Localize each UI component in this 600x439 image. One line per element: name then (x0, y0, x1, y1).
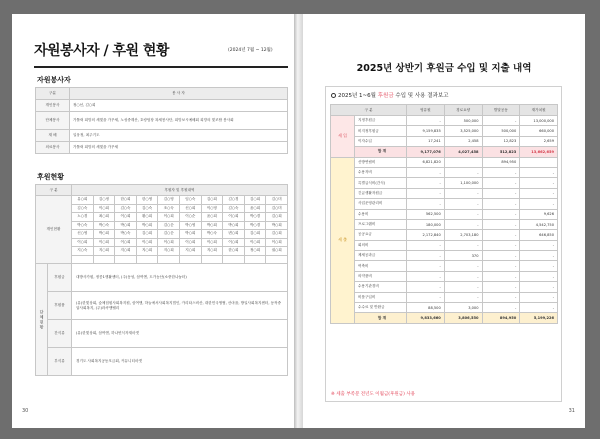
group-row (36, 348, 288, 376)
donor-name: 지○희 (115, 247, 137, 256)
donor-name: 박○경 (244, 213, 266, 222)
finance-header-col: 경로요양 (444, 105, 482, 116)
bullet-icon (331, 93, 336, 98)
finance-header-col: 영유원 (407, 105, 445, 116)
name-grid-row (36, 255, 288, 264)
row-value: - (482, 167, 520, 177)
individual-label: 개인현황 (36, 196, 72, 264)
donor-name (201, 255, 223, 264)
donor-name: 이○희 (136, 238, 158, 247)
row-value: 가톨릭 희망의 새빛을 가꾸세, 노성중계산, 호랑팀장 복세봉사단, 희망보시예배회 희망의 빛조합 봉사회 (70, 112, 288, 130)
table-row (331, 292, 558, 302)
row-value: 일웅정, 최주기도 (70, 130, 288, 142)
donor-name: 박○숙 (115, 230, 137, 239)
row-item: 수용비 (355, 209, 407, 219)
name-grid-row (36, 247, 288, 256)
donor-name: 박○희 (93, 230, 115, 239)
row-value: 정○선, 김○희 (70, 100, 288, 112)
row-value: - (520, 271, 558, 281)
donor-name: 이○희 (115, 213, 137, 222)
donor-name (136, 255, 158, 264)
donor-name: 권○희 (266, 247, 288, 256)
donor-name: 이○희 (266, 238, 288, 247)
donor-name: 지○희 (201, 247, 223, 256)
title-divider (34, 66, 288, 68)
donation-header-donors: 후원자 및 후원내역 (72, 185, 288, 196)
row-item: 수용자비 (355, 167, 407, 177)
donor-name: 박○숙 (72, 221, 94, 230)
table-row (331, 303, 558, 313)
row-value: 894,950 (482, 313, 520, 323)
right-page (303, 14, 585, 428)
period-label: (2024년 7월 ~ 12월) (228, 48, 273, 53)
row-value: 3,000 (444, 303, 482, 313)
left-page (12, 14, 294, 428)
donor-name: 한○영 (136, 196, 158, 205)
row-value: 가톨릭 희망의 새빛을 가꾸세 (70, 142, 288, 154)
row-item: 긴급생활자원금 (355, 188, 407, 198)
donor-name: 변○희 (223, 230, 245, 239)
table-row (36, 130, 288, 142)
report-frame (325, 86, 562, 402)
name-grid-row (36, 196, 288, 205)
row-item: 비지정후원금 (355, 126, 407, 136)
volunteer-header-volunteers: 봉 사 자 (70, 88, 288, 100)
name-grid-row (36, 204, 288, 213)
row-value: - (482, 230, 520, 240)
report-subtitle (331, 91, 449, 99)
group-type: 부식류 (48, 348, 72, 376)
subtitle-suffix: 수입 및 사용 결과보고 (393, 93, 449, 99)
table-row (331, 157, 558, 167)
donor-name: 김○희 (136, 230, 158, 239)
donor-name (223, 255, 245, 264)
row-item: 이자수입 (355, 136, 407, 146)
donor-name: 지○희 (179, 247, 201, 256)
row-value: 4,542,750 (520, 219, 558, 229)
row-value: 88,500 (407, 303, 445, 313)
donor-name (266, 255, 288, 264)
donor-name: 이○희 (93, 204, 115, 213)
donor-name: 김○숙 (115, 204, 137, 213)
group-value: (유)한빛상회, 숲체험원사회복지원, 삼여앤, 하늘애서사회복지법인, 카리타스비산, 대한민국생협, 산마을, 방일사회복지센터, 동작중앙사회복지, (주)라쿠앤벨리 (72, 292, 288, 320)
donor-name: 박○희 (201, 221, 223, 230)
group-type: 후원품 (48, 292, 72, 320)
table-row (331, 126, 558, 136)
row-value: - (520, 167, 558, 177)
row-value: 646,850 (520, 230, 558, 240)
row-item: 지정후원금 (355, 116, 407, 126)
row-value (444, 157, 482, 167)
row-item: 합 계 (355, 313, 407, 323)
donor-name: 이○희 (179, 238, 201, 247)
row-value: - (407, 167, 445, 177)
row-value: - (482, 178, 520, 188)
row-label: 개인봉사 (36, 100, 70, 112)
group-row (36, 264, 288, 292)
group-type: 후원금 (48, 264, 72, 292)
row-item: 공공요금 (355, 230, 407, 240)
table-row (331, 199, 558, 209)
row-value: 512,823 (482, 147, 520, 157)
donation-section-heading: 후원현황 (37, 173, 65, 181)
donor-name: 이○희 (244, 238, 266, 247)
page-number-left: 30 (22, 408, 29, 414)
row-value: 2,703,180 (444, 230, 482, 240)
row-value: - (407, 282, 445, 292)
donor-name: 지○희 (158, 247, 180, 256)
row-item: 합 계 (355, 147, 407, 157)
donor-name: 박○희 (266, 221, 288, 230)
donor-name: 조○숙 (158, 204, 180, 213)
row-value: - (482, 116, 520, 126)
row-value: 3,525,000 (444, 126, 482, 136)
donor-name: 이○희 (72, 238, 94, 247)
income-label: 세 입 (331, 116, 355, 158)
row-value: - (444, 261, 482, 271)
table-row (331, 271, 558, 281)
row-value: 5,199,226 (520, 313, 558, 323)
name-grid-row (36, 230, 288, 239)
row-value: 562,500 (407, 209, 445, 219)
donor-name: 노○경 (72, 213, 94, 222)
donor-name: 김○정 (93, 196, 115, 205)
name-grid-row (36, 213, 288, 222)
subtitle-prefix: 2025년 1~6월 (338, 93, 378, 99)
row-value: - (520, 199, 558, 209)
row-value: - (407, 188, 445, 198)
row-item: 여축비 (355, 261, 407, 271)
donor-name: 지○희 (136, 247, 158, 256)
donor-name (179, 255, 201, 264)
donor-name: 박○숙 (201, 230, 223, 239)
row-value: - (444, 240, 482, 250)
row-value: 3,806,550 (444, 313, 482, 323)
row-value: - (407, 240, 445, 250)
row-value: 13,662,659 (520, 147, 558, 157)
row-value: 9,833,660 (407, 313, 445, 323)
row-value: 2,172,840 (407, 230, 445, 240)
left-page-title: 자원봉사자 / 후원 현황 (34, 43, 169, 59)
donor-name: 윤○희 (244, 204, 266, 213)
donor-name (72, 255, 94, 264)
donor-name (244, 255, 266, 264)
donor-name: 박○숙 (93, 221, 115, 230)
donor-name: 이○희 (223, 213, 245, 222)
row-value: - (482, 303, 520, 313)
donor-name: 김○영 (158, 196, 180, 205)
row-value: - (520, 251, 558, 261)
row-value: - (407, 199, 445, 209)
book-spine (294, 14, 303, 428)
row-value: - (407, 261, 445, 271)
table-row (331, 136, 558, 146)
donor-name: 이○희 (158, 238, 180, 247)
group-row (36, 292, 288, 320)
right-page-title: 2025년 상반기 후원금 수입 및 지출 내역 (356, 63, 532, 74)
row-value: 1,100,000 (444, 178, 482, 188)
table-row (331, 251, 558, 261)
donor-name: 신○희 (179, 204, 201, 213)
table-row (36, 112, 288, 130)
row-value: - (482, 219, 520, 229)
row-value: - (482, 261, 520, 271)
donor-name: 박○희 (136, 221, 158, 230)
finance-header-col: 발달공동 (482, 105, 520, 116)
row-label: 재 배 (36, 130, 70, 142)
row-value: - (444, 271, 482, 281)
donor-name: 박○희 (179, 230, 201, 239)
name-grid-row (36, 238, 288, 247)
volunteer-table (35, 87, 288, 154)
donor-name (115, 255, 137, 264)
row-value: - (520, 303, 558, 313)
donation-table (35, 184, 288, 376)
row-value: - (482, 209, 520, 219)
total-row (331, 313, 558, 323)
row-value: 9,159,835 (407, 126, 445, 136)
row-value: - (482, 271, 520, 281)
row-value: 6,821,820 (407, 157, 445, 167)
table-row (331, 209, 558, 219)
finance-table (330, 104, 558, 324)
group-type: 간식류 (48, 320, 72, 348)
row-item: 비품구입비 (355, 292, 407, 302)
row-value: - (520, 188, 558, 198)
finance-header-col: 재가치원 (520, 105, 558, 116)
row-value: 894,950 (482, 157, 520, 167)
row-value: 9,626 (520, 209, 558, 219)
donor-name: 김○희 (266, 213, 288, 222)
donor-name: 이○희 (93, 238, 115, 247)
donor-name: 한○희 (223, 247, 245, 256)
finance-header-category: 구 분 (331, 105, 407, 116)
row-value: - (520, 178, 558, 188)
group-value: (유)한빛상회, 삼여앤, 하나빈식자재마켓 (72, 320, 288, 348)
total-row (331, 147, 558, 157)
row-value: - (482, 199, 520, 209)
table-row (331, 167, 558, 177)
row-label: 의료봉사 (36, 142, 70, 154)
row-value: - (444, 292, 482, 302)
row-value: 13,000,000 (520, 116, 558, 126)
row-item: 사업운영관리비 (355, 199, 407, 209)
row-value: - (444, 167, 482, 177)
row-value: - (444, 219, 482, 229)
donor-name: 김○희 (244, 230, 266, 239)
row-label: 단체봉사 (36, 112, 70, 130)
row-item: 수용기관경비 (355, 282, 407, 292)
row-value: - (520, 261, 558, 271)
table-row (331, 230, 558, 240)
donor-name: 김○경 (223, 196, 245, 205)
row-value: - (482, 292, 520, 302)
subtitle-highlight: 후원금 (377, 93, 394, 99)
donor-name: 김○미 (266, 196, 288, 205)
table-row (331, 219, 558, 229)
row-value: - (520, 282, 558, 292)
donor-name: 김○숙 (136, 204, 158, 213)
donor-name (158, 255, 180, 264)
row-value: 180,000 (407, 219, 445, 229)
donor-name: 지○숙 (72, 247, 94, 256)
expense-label: 세 출 (331, 157, 355, 323)
row-item: 프로그램비 (355, 219, 407, 229)
row-value: 9,177,076 (407, 147, 445, 157)
row-value: - (482, 282, 520, 292)
row-value: 500,000 (444, 116, 482, 126)
page-number-right: 31 (568, 408, 575, 414)
table-row (331, 178, 558, 188)
donor-name: 김○순 (158, 221, 180, 230)
donor-name: 박○경 (244, 221, 266, 230)
table-row (36, 100, 288, 112)
donor-name: 한○희 (115, 196, 137, 205)
row-value: 660,000 (520, 126, 558, 136)
row-value: - (444, 188, 482, 198)
donor-name: 지○희 (93, 247, 115, 256)
volunteer-header-category: 구분 (36, 88, 70, 100)
row-value: - (520, 292, 558, 302)
row-value: - (407, 292, 445, 302)
donor-name: 김○희 (201, 196, 223, 205)
row-value: - (444, 199, 482, 209)
row-value: - (407, 271, 445, 281)
donor-name: 김○희 (244, 196, 266, 205)
donor-name: 임○숙 (179, 196, 201, 205)
row-value: 4,027,458 (444, 147, 482, 157)
row-value: - (444, 282, 482, 292)
row-value: 17,241 (407, 136, 445, 146)
volunteer-section-heading: 자원봉사자 (37, 76, 71, 84)
donor-name: 신○영 (72, 230, 94, 239)
donor-name: 이○희 (201, 238, 223, 247)
donor-name: 김○희 (266, 230, 288, 239)
row-item: 산방연립비 (355, 157, 407, 167)
row-value: 2,659 (520, 136, 558, 146)
table-row (331, 116, 558, 126)
row-value: - (520, 240, 558, 250)
donor-name (93, 255, 115, 264)
row-value: - (444, 209, 482, 219)
donor-name: 최○희 (93, 213, 115, 222)
row-item: 수수료 및 반환금 (355, 303, 407, 313)
donation-header-category: 구 분 (36, 185, 72, 196)
donor-name: 황○희 (136, 213, 158, 222)
row-value: - (482, 188, 520, 198)
group-label: 단체현황 (36, 264, 48, 376)
group-value: 경기도 사회복지공동모금회, 커뮤니티마켓 (72, 348, 288, 376)
report-note: ※ 세출 부족분 전년도 이월금(후원금) 사용 (331, 392, 415, 397)
group-row (36, 320, 288, 348)
table-row (331, 240, 558, 250)
donor-name: 박○희 (223, 221, 245, 230)
table-row (36, 142, 288, 154)
group-value: 대방사가원, 정릉1생활센터, (주)동성, 삼여앤, 도가농산(소중한나눔터) (72, 264, 288, 292)
donor-name: 정○희 (244, 247, 266, 256)
row-value: - (482, 251, 520, 261)
table-row (331, 188, 558, 198)
row-value: - (407, 178, 445, 188)
row-item: 의약품비 (355, 271, 407, 281)
row-value (520, 157, 558, 167)
donor-name: 유○희 (72, 196, 94, 205)
row-value: - (482, 240, 520, 250)
donor-name: 김○숙 (223, 204, 245, 213)
donor-name: 윤○희 (201, 213, 223, 222)
donor-name: 박○영 (179, 221, 201, 230)
row-value: 12,823 (482, 136, 520, 146)
table-row (331, 261, 558, 271)
row-value: 370 (444, 251, 482, 261)
name-grid-row (36, 221, 288, 230)
donor-name: 이○희 (223, 238, 245, 247)
row-value: - (407, 116, 445, 126)
row-value: 2,458 (444, 136, 482, 146)
donor-name: 이○순 (179, 213, 201, 222)
donor-name: 김○순 (158, 230, 180, 239)
donor-name: 이○희 (158, 213, 180, 222)
donor-name: 김○미 (266, 204, 288, 213)
donor-name: 이○희 (115, 238, 137, 247)
row-value: 500,000 (482, 126, 520, 136)
row-item: 제세공과금 (355, 251, 407, 261)
table-row (331, 282, 558, 292)
donor-name: 박○희 (115, 221, 137, 230)
donor-name: 김○숙 (72, 204, 94, 213)
row-item: 회의비 (355, 240, 407, 250)
donor-name: 이○영 (201, 204, 223, 213)
row-item: 특별급식비(간식) (355, 178, 407, 188)
row-value: - (407, 251, 445, 261)
